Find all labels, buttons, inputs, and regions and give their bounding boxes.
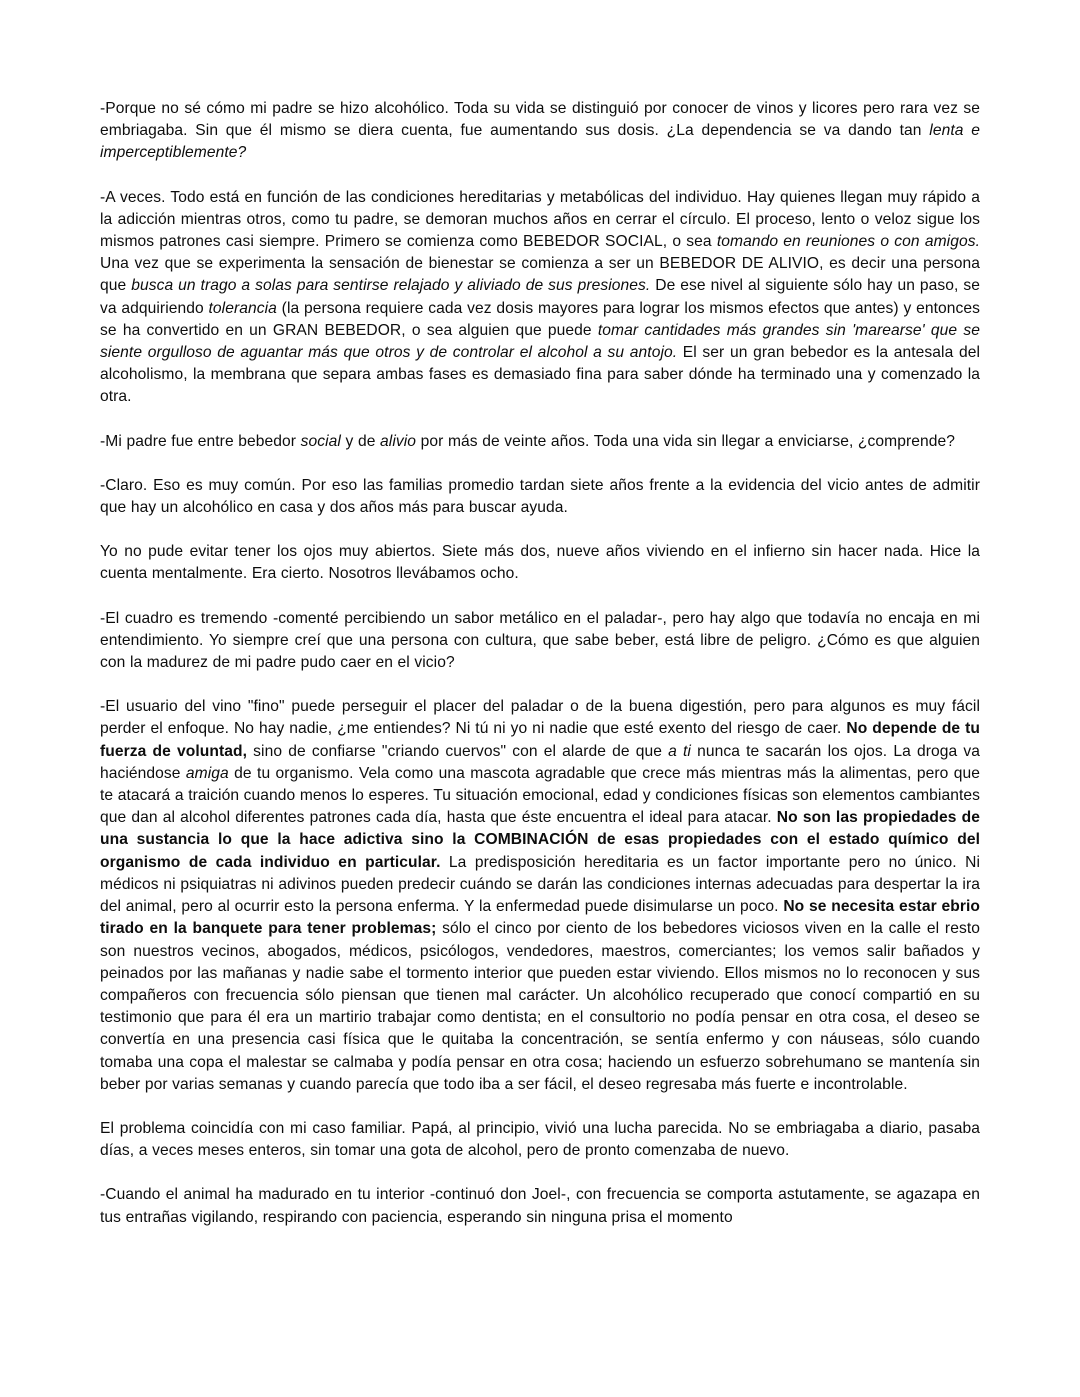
- paragraph: [100, 696, 980, 1096]
- text-run: El ser un gran bebedor es la antesala del alcoholismo, la membrana que separa ambas fases es demasiado fina para saber dónde ha terminado una y comenzado la otra.: [100, 344, 981, 406]
- italic-text: tomando en reuniones o con amigos.: [716, 233, 981, 251]
- text-run: por más de veinte años. Toda una vida sin llegar a enviciarse, ¿comprende?: [416, 432, 955, 450]
- text-run: La predisposición hereditaria es un factor importante pero no único. Ni médicos ni psiquiatras ni adivinos pueden predecir cuándo se darán las condiciones internas adecuadas para despertar la ira del animal, pero al ocurrir esto la persona enferma. Y la enfermedad puede disimularse un poco.: [100, 853, 980, 916]
- italic-text: alivio: [380, 432, 417, 450]
- italic-text: tolerancia: [208, 299, 277, 317]
- paragraph: [100, 187, 980, 409]
- paragraph: [100, 98, 980, 165]
- text-run: De ese nivel al siguiente sólo hay un paso, se va adquiriendo: [100, 277, 980, 317]
- text-run: nunca te sacarán los ojos. La droga va haciéndose: [100, 742, 980, 782]
- text-run: Yo no pude evitar tener los ojos muy abiertos. Siete más dos, nueve años viviendo en el infierno sin hacer nada. Hice la cuenta mentalmente. Era cierto. Nosotros llevábamos ocho.: [100, 543, 980, 583]
- text-run: sino de confiarse "criando cuervos" con el alarde de que: [247, 742, 669, 760]
- italic-text: lenta e imperceptiblemente?: [100, 122, 980, 162]
- bold-text: No son las propiedades de una sustancia lo que la hace adictiva sino la COMBINACIÓN de esas propiedades con el estado químico del organismo de cada individuo en particular.: [100, 809, 980, 871]
- text-run: -Porque no sé cómo mi padre se hizo alcohólico. Toda su vida se distinguió por conocer de vinos y licores pero rara vez se embriagaba. Sin que él mismo se diera cuenta, fue aumentando sus dosis. ¿La dependencia se va dando tan: [100, 100, 980, 140]
- italic-text: amiga: [185, 764, 229, 782]
- italic-text: busca un trago a solas para sentirse relajado y aliviado de sus presiones.: [131, 277, 651, 295]
- paragraph: [100, 608, 980, 675]
- text-run: y de: [340, 432, 381, 450]
- text-run: de tu organismo. Vela como una mascota agradable que crece más mientras más la alimentas, pero que te atacará a traición cuando menos lo esperes. Tu situación emocional, edad y condiciones físicas son elementos cambiantes que dan al alcohol diferentes patrones cada día, hasta que éste encuentra el ideal para atacar.: [100, 764, 980, 827]
- bold-text: No se necesita estar ebrio tirado en la banquete para tener problemas;: [100, 898, 980, 938]
- text-run: -Cuando el animal ha madurado en tu interior -continuó don Joel-, con frecuencia se comporta astutamente, se agazapa en tus entrañas vigilando, respirando con paciencia, esperando sin ninguna prisa el momento: [100, 1186, 980, 1226]
- text-run: -Mi padre fue entre bebedor: [100, 432, 301, 450]
- text-run: (la persona requiere cada vez dosis mayores para lograr los mismos efectos que antes) y entonces se ha convertido en un GRAN BEBEDOR, o sea alguien que puede: [100, 299, 980, 339]
- paragraph: [100, 431, 980, 453]
- bold-text: No depende de tu fuerza de voluntad,: [100, 720, 980, 760]
- text-run: -El cuadro es tremendo -comenté percibiendo un sabor metálico en el paladar-, pero hay algo que todavía no encaja en mi entendimiento. Yo siempre creí que una persona con cultura, que sabe beber, está libre de peligro. ¿Cómo es que alguien con la madurez de mi padre pudo caer en el vicio?: [100, 609, 980, 672]
- paragraph: [100, 1118, 980, 1162]
- paragraph: [100, 541, 980, 585]
- italic-text: a ti: [668, 742, 691, 760]
- text-run: El problema coincidía con mi caso familiar. Papá, al principio, vivió una lucha parecida. No se embriagaba a diario, pasaba días, a veces meses enteros, sin tomar una gota de alcohol, pero de pronto comenzaba de nuevo.: [100, 1119, 980, 1160]
- paragraph: [100, 475, 980, 519]
- text-run: -El usuario del vino "fino" puede perseguir el placer del paladar o de la buena digestión, pero para algunos es muy fácil perder el enfoque. No hay nadie, ¿me entiendes? Ni tú ni yo ni nadie que esté exento del riesgo de caer.: [100, 698, 980, 738]
- document-text-body: [100, 98, 980, 1229]
- italic-text: tomar cantidades más grandes sin 'marearse' que se siente orgulloso de aguantar más que otros y de controlar el alcohol a su antojo.: [100, 321, 981, 362]
- paragraph: [100, 1184, 980, 1228]
- italic-text: social: [300, 432, 341, 450]
- text-run: -A veces. Todo está en función de las condiciones hereditarias y metabólicas del individuo. Hay quienes llegan muy rápido a la adicción mientras otros, como tu padre, se demoran muchos años en cerrar el círculo. El proceso, lento o veloz sigue los mismos patrones casi siempre. Primero se comienza como BEBEDOR SOCIAL, o sea: [100, 188, 980, 251]
- text-run: -Claro. Eso es muy común. Por eso las familias promedio tardan siete años frente a la evidencia del vicio antes de admitir que hay un alcohólico en casa y dos años más para buscar ayuda.: [100, 476, 980, 517]
- text-run: sólo el cinco por ciento de los bebedores viciosos viven en la calle el resto son nuestros vecinos, abogados, médicos, psicólogos, vendedores, maestros, comerciantes; los vemos salir bañados y peinados por las mañanas y nadie sabe el tormento interior que pueden estar viviendo. Ellos mismos no lo reconocen y sus compañeros con frecuencia sólo piensan que tienen mal carácter. Un alcohólico recuperado que conocí compartió en su testimonio que para él era un martirio trabajar como dentista; en el consultorio no podía pensar en otra cosa, el deseo se convertía en una presencia casi física que le quitaba la concentración, se sentía enfermo y con náuseas, sólo cuando tomaba una copa el malestar se calmaba y podía pensar en otra cosa; haciendo un esfuerzo sobrehumano se mantenía sin beber por varias semanas y cuando parecía que todo iba a ser fácil, el deseo regresaba más fuerte e incontrolable.: [100, 920, 980, 1093]
- text-run: Una vez que se experimenta la sensación de bienestar se comienza a ser un BEBEDOR DE ALIVIO, es decir una persona que: [100, 255, 980, 295]
